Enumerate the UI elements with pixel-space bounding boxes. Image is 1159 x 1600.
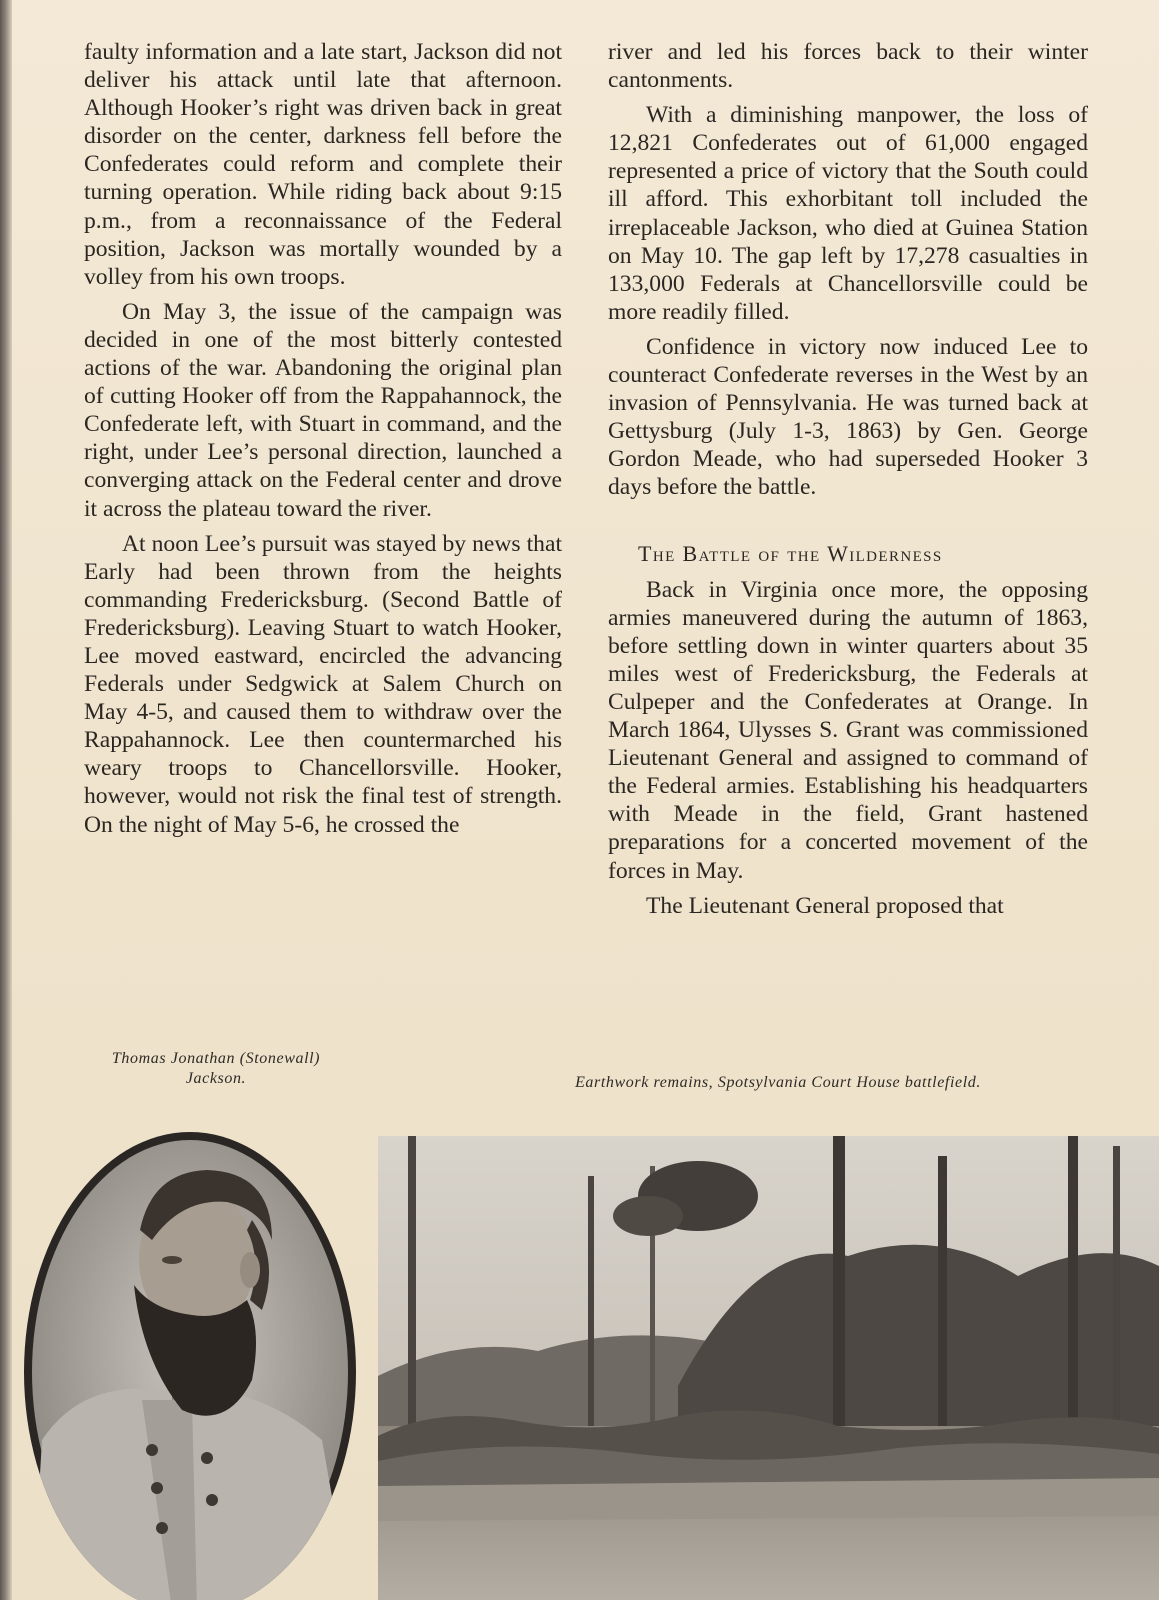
- left-text-column: [84, 38, 562, 846]
- left-paragraph-1: faulty information and a late start, Jackson did not deliver his attack until late that afternoon. Although Hooker’s right was driven back in great disorder on the center, darkness fell before the Confederates could reform and complete their turning operation. While riding back about 9:15 p.m., from a reconnaissance of the Federal position, Jackson was mortally wounded by a volley from his own troops.: [84, 39, 562, 290]
- earthwork-photo: [378, 1136, 1159, 1600]
- right-paragraph-5: The Lieutenant General proposed that: [646, 892, 1004, 919]
- right-paragraph-2: With a diminishing manpower, the loss of 12,821 Confederates out of 61,000 engaged represented a price of victory that the South could ill afford. This exhorbitant toll included the irreplaceable Jackson, who died at Guinea Station on May 10. The gap left by 17,278 casualties in 133,000 Federals at Chancellorsville could be more readily filled.: [608, 102, 1088, 325]
- right-paragraph-3: Confidence in victory now induced Lee to counteract Confederate reverses in the West by an invasion of Pennsylvania. He was turned back at Gettysburg (July 1-3, 1863) by Gen. George Gordon Meade, who had superseded Hooker 3 days before the battle.: [608, 333, 1088, 501]
- earthwork-caption: Earthwork remains, Spotsylvania Court House battlefield.: [575, 1074, 981, 1091]
- portrait-caption-line-2: Jackson.: [185, 1070, 247, 1087]
- page-spine-edge: [0, 0, 12, 1600]
- portrait-caption: [56, 1049, 376, 1089]
- right-text-column: [608, 38, 1088, 927]
- right-paragraph-4: Back in Virginia once more, the opposing armies maneuvered during the autumn of 1863, before settling down in winter quarters about 35 miles west of Fredericksburg, the Federals at Culpeper and the Confederates at Orange. In March 1864, Ulysses S. Grant was commissioned Lieutenant General and assigned to command of the Federal armies. Establishing his headquarters with Meade in the field, Grant hastened preparations for a concerted movement of the forces in May.: [608, 576, 1088, 884]
- left-paragraph-3: At noon Lee’s pursuit was stayed by news that Early had been thrown from the heights commanding Fredericksburg. (Second Battle of Fredericksburg). Leaving Stuart to watch Hooker, Lee moved eastward, encircled the advancing Federals under Sedgwick at Salem Church on May 4-5, and caused them to withdraw over the Rappahannock. Lee then countermarched his weary troops to Chancellorsville. Hooker, however, would not risk the final test of strength. On the night of May 5-6, he crossed the: [84, 530, 562, 838]
- portrait-caption-line-1: Thomas Jonathan (Stonewall): [111, 1050, 321, 1067]
- jackson-portrait: [22, 1110, 358, 1600]
- section-heading: The Battle of the Wilderness: [638, 540, 943, 566]
- left-paragraph-2: On May 3, the issue of the campaign was decided in one of the most bitterly contested actions of the war. Abandoning the original plan of cutting Hooker off from the Rappahannock, the Confederate left, with Stuart in command, and the right, under Lee’s personal direction, launched a converging attack on the Federal center and drove it across the plateau toward the river.: [84, 298, 562, 522]
- right-paragraph-1: river and led his forces back to their winter cantonments.: [608, 39, 1088, 94]
